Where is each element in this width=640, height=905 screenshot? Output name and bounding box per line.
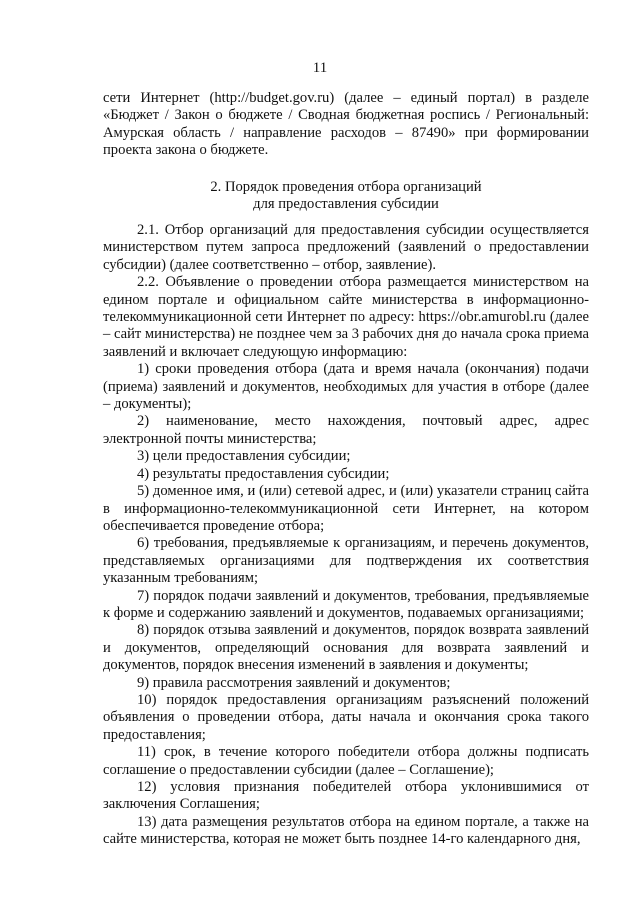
list-item-1: 1) сроки проведения отбора (дата и время начала (окончания) подачи (приема) заявлений и документов, необходимых для участия в отборе (далее – документы); xyxy=(103,361,589,413)
list-item-11: 11) срок, в течение которого победители отбора должны подписать соглашение о предоставлении субсидии (далее – Соглашение); xyxy=(103,744,589,778)
list-item-3: 3) цели предоставления субсидии; xyxy=(137,448,351,465)
paragraph-2-2: 2.2. Объявление о проведении отбора размещается министерством на едином портале и официальном сайте министерства в информационно-телекоммуникационной сети Интернет по адресу: https://obr.amurobl.ru (далее – сайт министерства) не позднее чем за 3 рабочих дня до начала срока приема заявлений и включает следующую информацию: xyxy=(103,274,589,360)
list-item-12: 12) условия признания победителей отбора уклонившимися от заключения Соглашения; xyxy=(103,779,589,813)
list-item-2: 2) наименование, место нахождения, почтовый адрес, адрес электронной почты министерства; xyxy=(103,413,589,447)
intro-paragraph: сети Интернет (http://budget.gov.ru) (далее – единый портал) в разделе «Бюджет / Закон о бюджете / Сводная бюджетная роспись / Региональный: Амурская область / направление расходов – 87490» при формировании проекта закона о бюджете. xyxy=(103,90,589,159)
section-body xyxy=(103,222,589,849)
section-heading xyxy=(103,179,589,214)
list-item-13: 13) дата размещения результатов отбора на едином портале, а также на сайте министерства, которая не может быть позднее 14-го календарного дня, xyxy=(103,813,589,848)
list-item-8: 8) порядок отзыва заявлений и документов, порядок возврата заявлений и документов, определяющий основания для возврата заявлений и документов, порядок внесения изменений в заявления и документы; xyxy=(103,622,589,674)
list-item-4: 4) результаты предоставления субсидии; xyxy=(137,465,390,482)
list-item-9: 9) правила рассмотрения заявлений и документов; xyxy=(137,674,451,691)
list-item-6: 6) требования, предъявляемые к организациям, и перечень документов, представляемых организациями для подтверждения их соответствия указанным требованиям; xyxy=(103,535,589,587)
section-heading-line-1: 2. Порядок проведения отбора организаций xyxy=(210,179,482,195)
paragraph-2-1: 2.1. Отбор организаций для предоставления субсидии осуществляется министерством путем запроса предложений (заявлений о предоставлении субсидии) (далее соответственно – отбор, заявление). xyxy=(103,222,589,273)
section-heading-line-2: для предоставления субсидии xyxy=(253,196,439,213)
list-item-5: 5) доменное имя, и (или) сетевой адрес, и (или) указатели страниц сайта в информационно-телекоммуникационной сети Интернет, на котором обеспечивается проведение отбора; xyxy=(103,483,589,534)
list-item-10: 10) порядок предоставления организациям разъяснений положений объявления о проведении отбора, даты начала и окончания срока такого предоставления; xyxy=(103,691,589,743)
list-item-7: 7) порядок подачи заявлений и документов, требования, предъявляемые к форме и содержанию заявлений и документов, подаваемых организациями; xyxy=(103,587,589,621)
page-number: 11 xyxy=(312,60,328,76)
